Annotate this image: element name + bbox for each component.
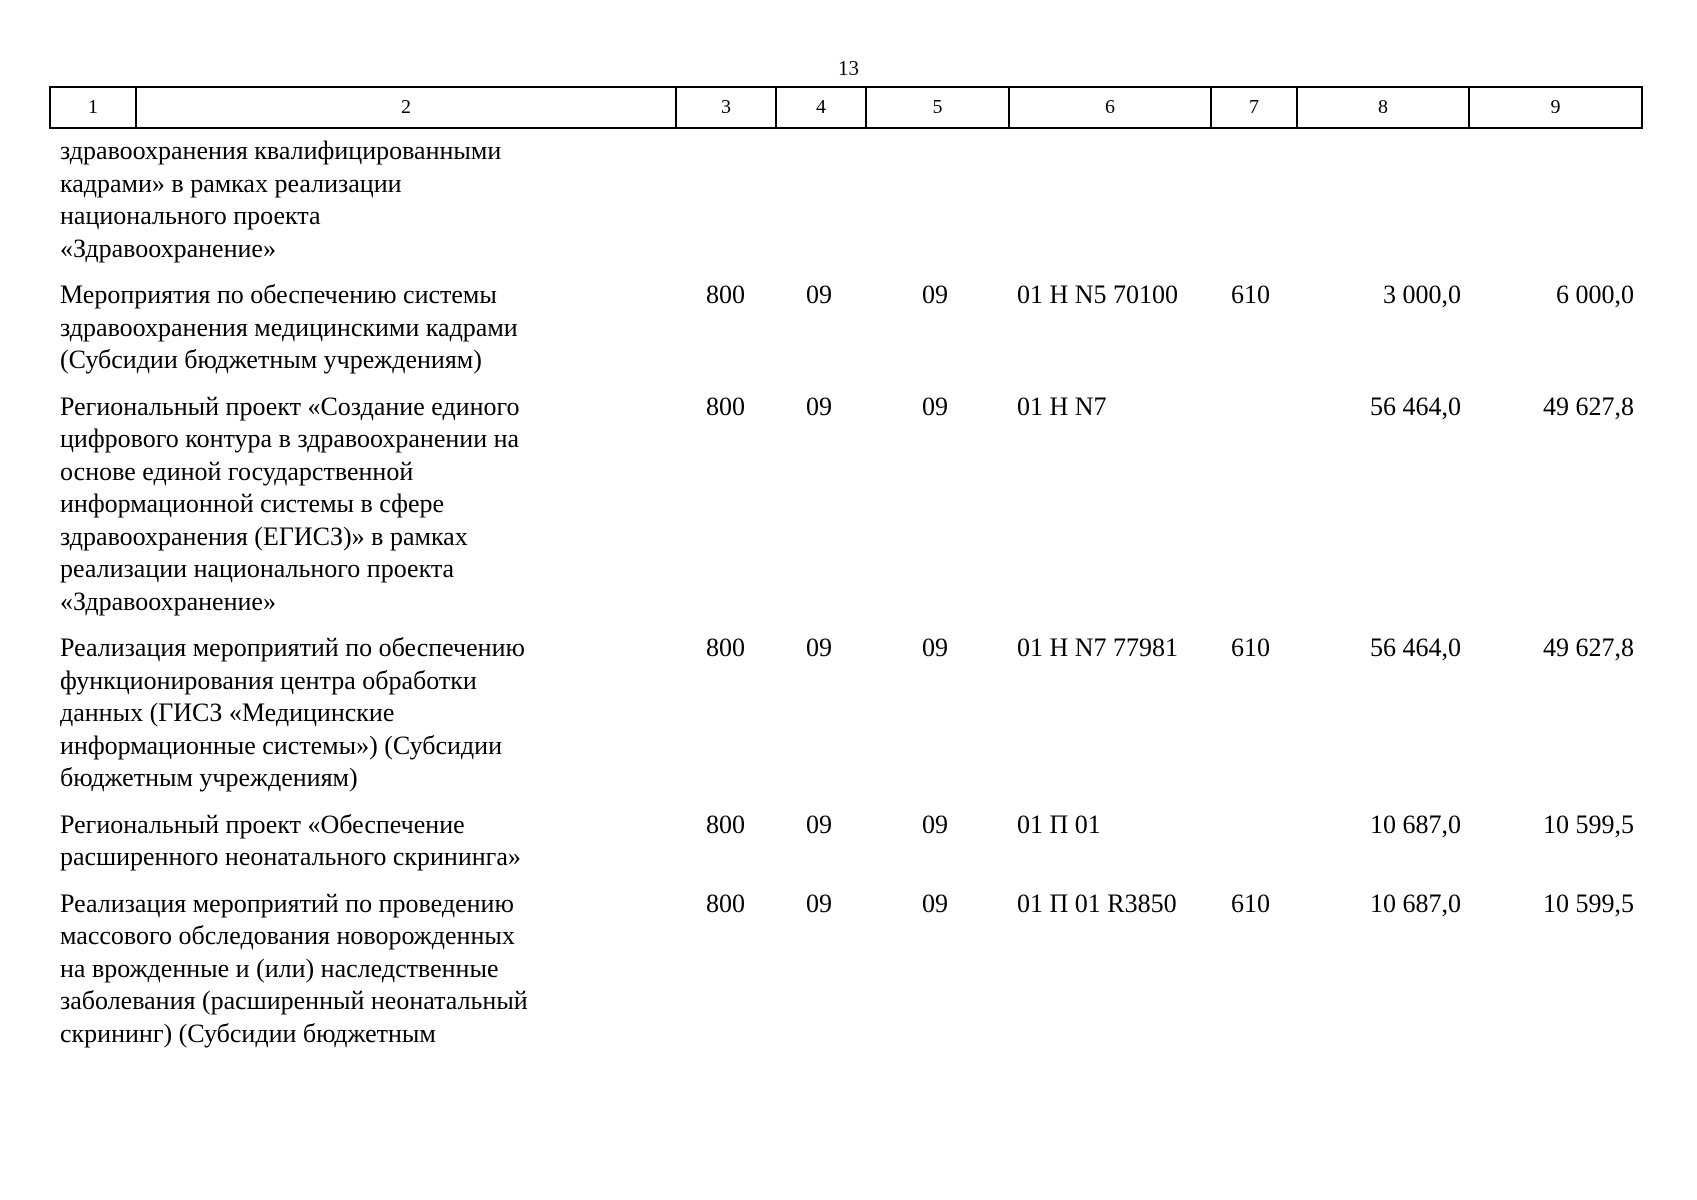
sum-next-cell: 49 627,8 (1543, 633, 1634, 662)
budget-table (49, 86, 1643, 1064)
header-col-7: 7 (1211, 87, 1297, 128)
grbs-cell: 800 (706, 391, 745, 421)
sum-next-cell (1469, 128, 1642, 279)
header-col-6: 6 (1009, 87, 1211, 128)
grbs-cell: 800 (706, 809, 745, 839)
vr-cell (1211, 809, 1297, 888)
sum-next-cell: 10 599,5 (1543, 809, 1634, 839)
header-col-8: 8 (1297, 87, 1469, 128)
header-row (50, 87, 1642, 128)
sum-current-cell: 10 687,0 (1370, 809, 1461, 839)
pr-cell (866, 128, 1009, 279)
sum-current-cell: 56 464,0 (1370, 633, 1461, 662)
csr-cell (1009, 128, 1211, 279)
sum-next-cell: 49 627,8 (1543, 391, 1634, 421)
row-name-cell: Реализация мероприятий по проведению массового обследования новорожденных на врожденные и (или) наследственные заболевания (расширенный неонатальный скрининг) (Субсидии бюджетным (60, 888, 528, 1048)
rz-cell: 09 (806, 633, 832, 662)
row-name-cell: здравоохранения квалифицированными кадрами» в рамках реализации национального проекта «Здравоохранение» (60, 136, 502, 263)
header-col-1: 1 (50, 87, 136, 128)
pr-cell: 09 (922, 633, 948, 662)
row-name-cell: Мероприятия по обеспечению системы здравоохранения медицинскими кадрами (Субсидии бюджетным учреждениям) (60, 280, 518, 374)
pr-cell: 09 (922, 888, 948, 918)
pr-cell: 09 (922, 280, 948, 309)
sum-current-cell: 3 000,0 (1383, 280, 1461, 309)
vr-cell: 610 (1231, 633, 1270, 662)
sum-current-cell: 10 687,0 (1370, 888, 1461, 918)
grbs-cell (676, 128, 776, 279)
csr-cell: 01 П 01 R3850 (1017, 888, 1177, 918)
header-col-3: 3 (676, 87, 776, 128)
vr-cell: 610 (1231, 888, 1270, 918)
rz-cell: 09 (806, 280, 832, 309)
row-name-cell: Региональный проект «Создание единого цифрового контура в здравоохранении на основе единой государственной информационной системы в сфере здравоохранения (ЕГИСЗ)» в рамках реализации национального проекта «Здравоохранение» (60, 391, 520, 616)
header-col-9: 9 (1469, 87, 1642, 128)
table-row (50, 888, 1642, 1065)
vr-cell (1211, 128, 1297, 279)
page-number: 13 (838, 56, 859, 80)
sum-next-cell: 6 000,0 (1556, 280, 1634, 309)
csr-cell: 01 Н N7 (1017, 391, 1107, 421)
rz-cell: 09 (806, 888, 832, 918)
header-col-4: 4 (776, 87, 866, 128)
vr-cell: 610 (1231, 280, 1270, 309)
pr-cell: 09 (922, 391, 948, 421)
sum-current-cell (1297, 128, 1469, 279)
csr-cell: 01 Н N7 77981 (1017, 633, 1179, 662)
csr-cell: 01 П 01 (1017, 809, 1101, 839)
csr-cell: 01 Н N5 70100 (1017, 280, 1179, 309)
sum-next-cell: 10 599,5 (1543, 888, 1634, 918)
row-name-cell: Региональный проект «Обеспечение расширенного неонатального скрининга» (60, 809, 521, 871)
table-body (50, 128, 1642, 1064)
table-row (50, 279, 1642, 391)
budget-table-container (49, 86, 1641, 1064)
rz-cell: 09 (806, 809, 832, 839)
header-col-5: 5 (866, 87, 1009, 128)
table-row (50, 128, 1642, 279)
row-name-cell: Реализация мероприятий по обеспечению функционирования центра обработки данных (ГИСЗ «Медицинские информационные системы») (Субсидии бюджетным учреждениям) (60, 633, 525, 792)
rz-cell (776, 128, 866, 279)
table-row (50, 809, 1642, 888)
sum-current-cell: 56 464,0 (1370, 391, 1461, 421)
header-col-2: 2 (136, 87, 676, 128)
grbs-cell: 800 (706, 888, 745, 918)
grbs-cell: 800 (706, 280, 745, 309)
rz-cell: 09 (806, 391, 832, 421)
vr-cell (1211, 391, 1297, 633)
grbs-cell: 800 (706, 633, 745, 662)
table-row (50, 391, 1642, 633)
pr-cell: 09 (922, 809, 948, 839)
table-row (50, 632, 1642, 809)
table-header (50, 87, 1642, 128)
